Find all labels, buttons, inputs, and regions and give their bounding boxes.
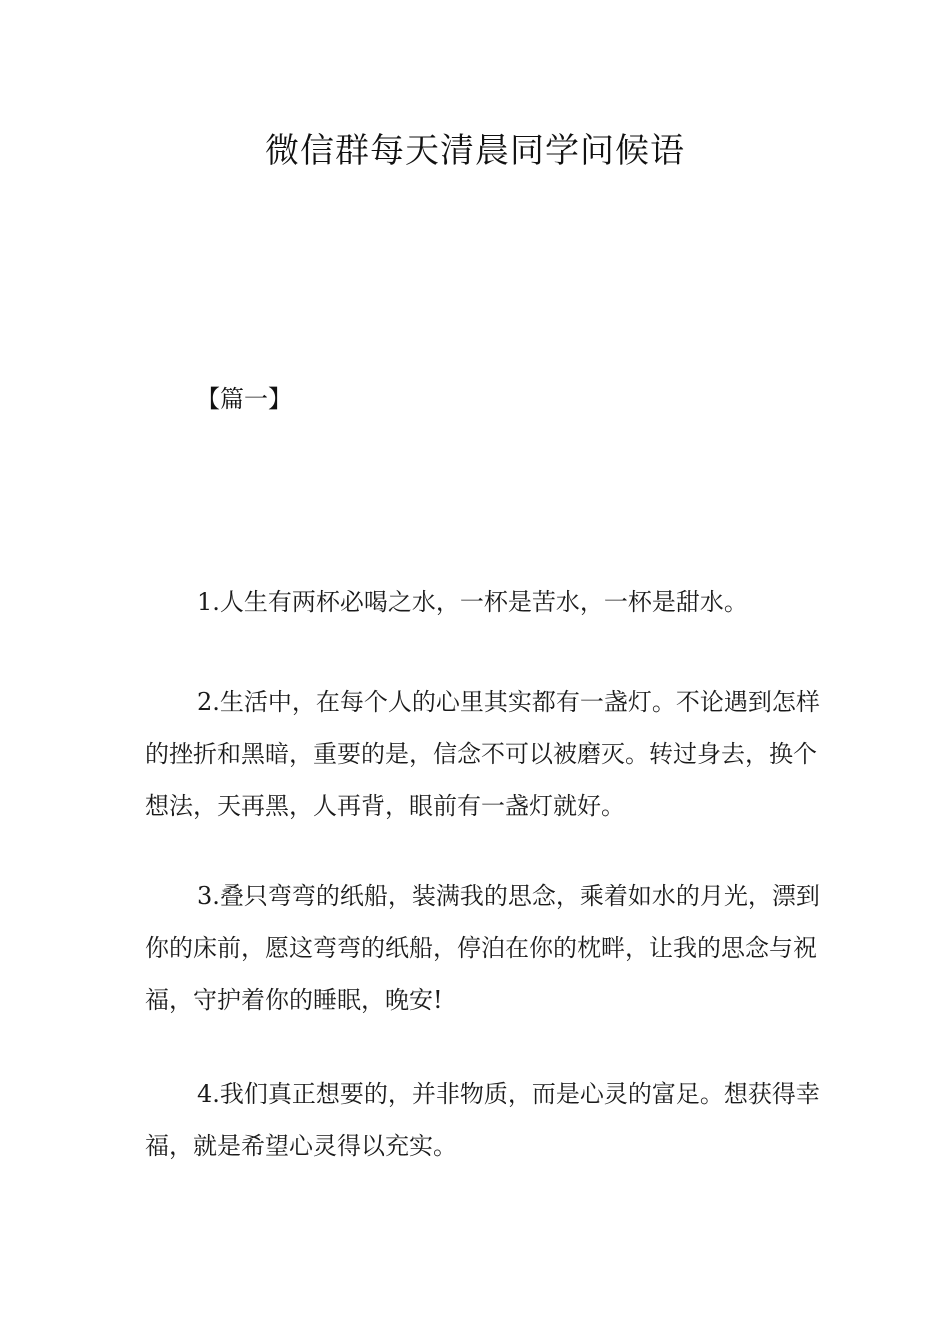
- paragraph-3: 3.叠只弯弯的纸船，装满我的思念，乘着如水的月光，漂到你的床前，愿这弯弯的纸船，停泊在你的枕畔，让我的思念与祝福，守护着你的睡眠，晚安!: [145, 882, 820, 1014]
- document-title: 微信群每天清晨同学问候语: [265, 131, 685, 171]
- paragraph-2: 2.生活中，在每个人的心里其实都有一盏灯。不论遇到怎样的挫折和黑暗，重要的是，信念不可以被磨灭。转过身去，换个想法，天再黑，人再背，眼前有一盏灯就好。: [145, 688, 820, 820]
- paragraph-4: 4.我们真正想要的，并非物质，而是心灵的富足。想获得幸福，就是希望心灵得以充实。: [145, 1080, 820, 1160]
- section-heading: 【篇一】: [196, 385, 292, 413]
- paragraph-1: 1.人生有两杯必喝之水，一杯是苦水，一杯是甜水。: [197, 588, 748, 616]
